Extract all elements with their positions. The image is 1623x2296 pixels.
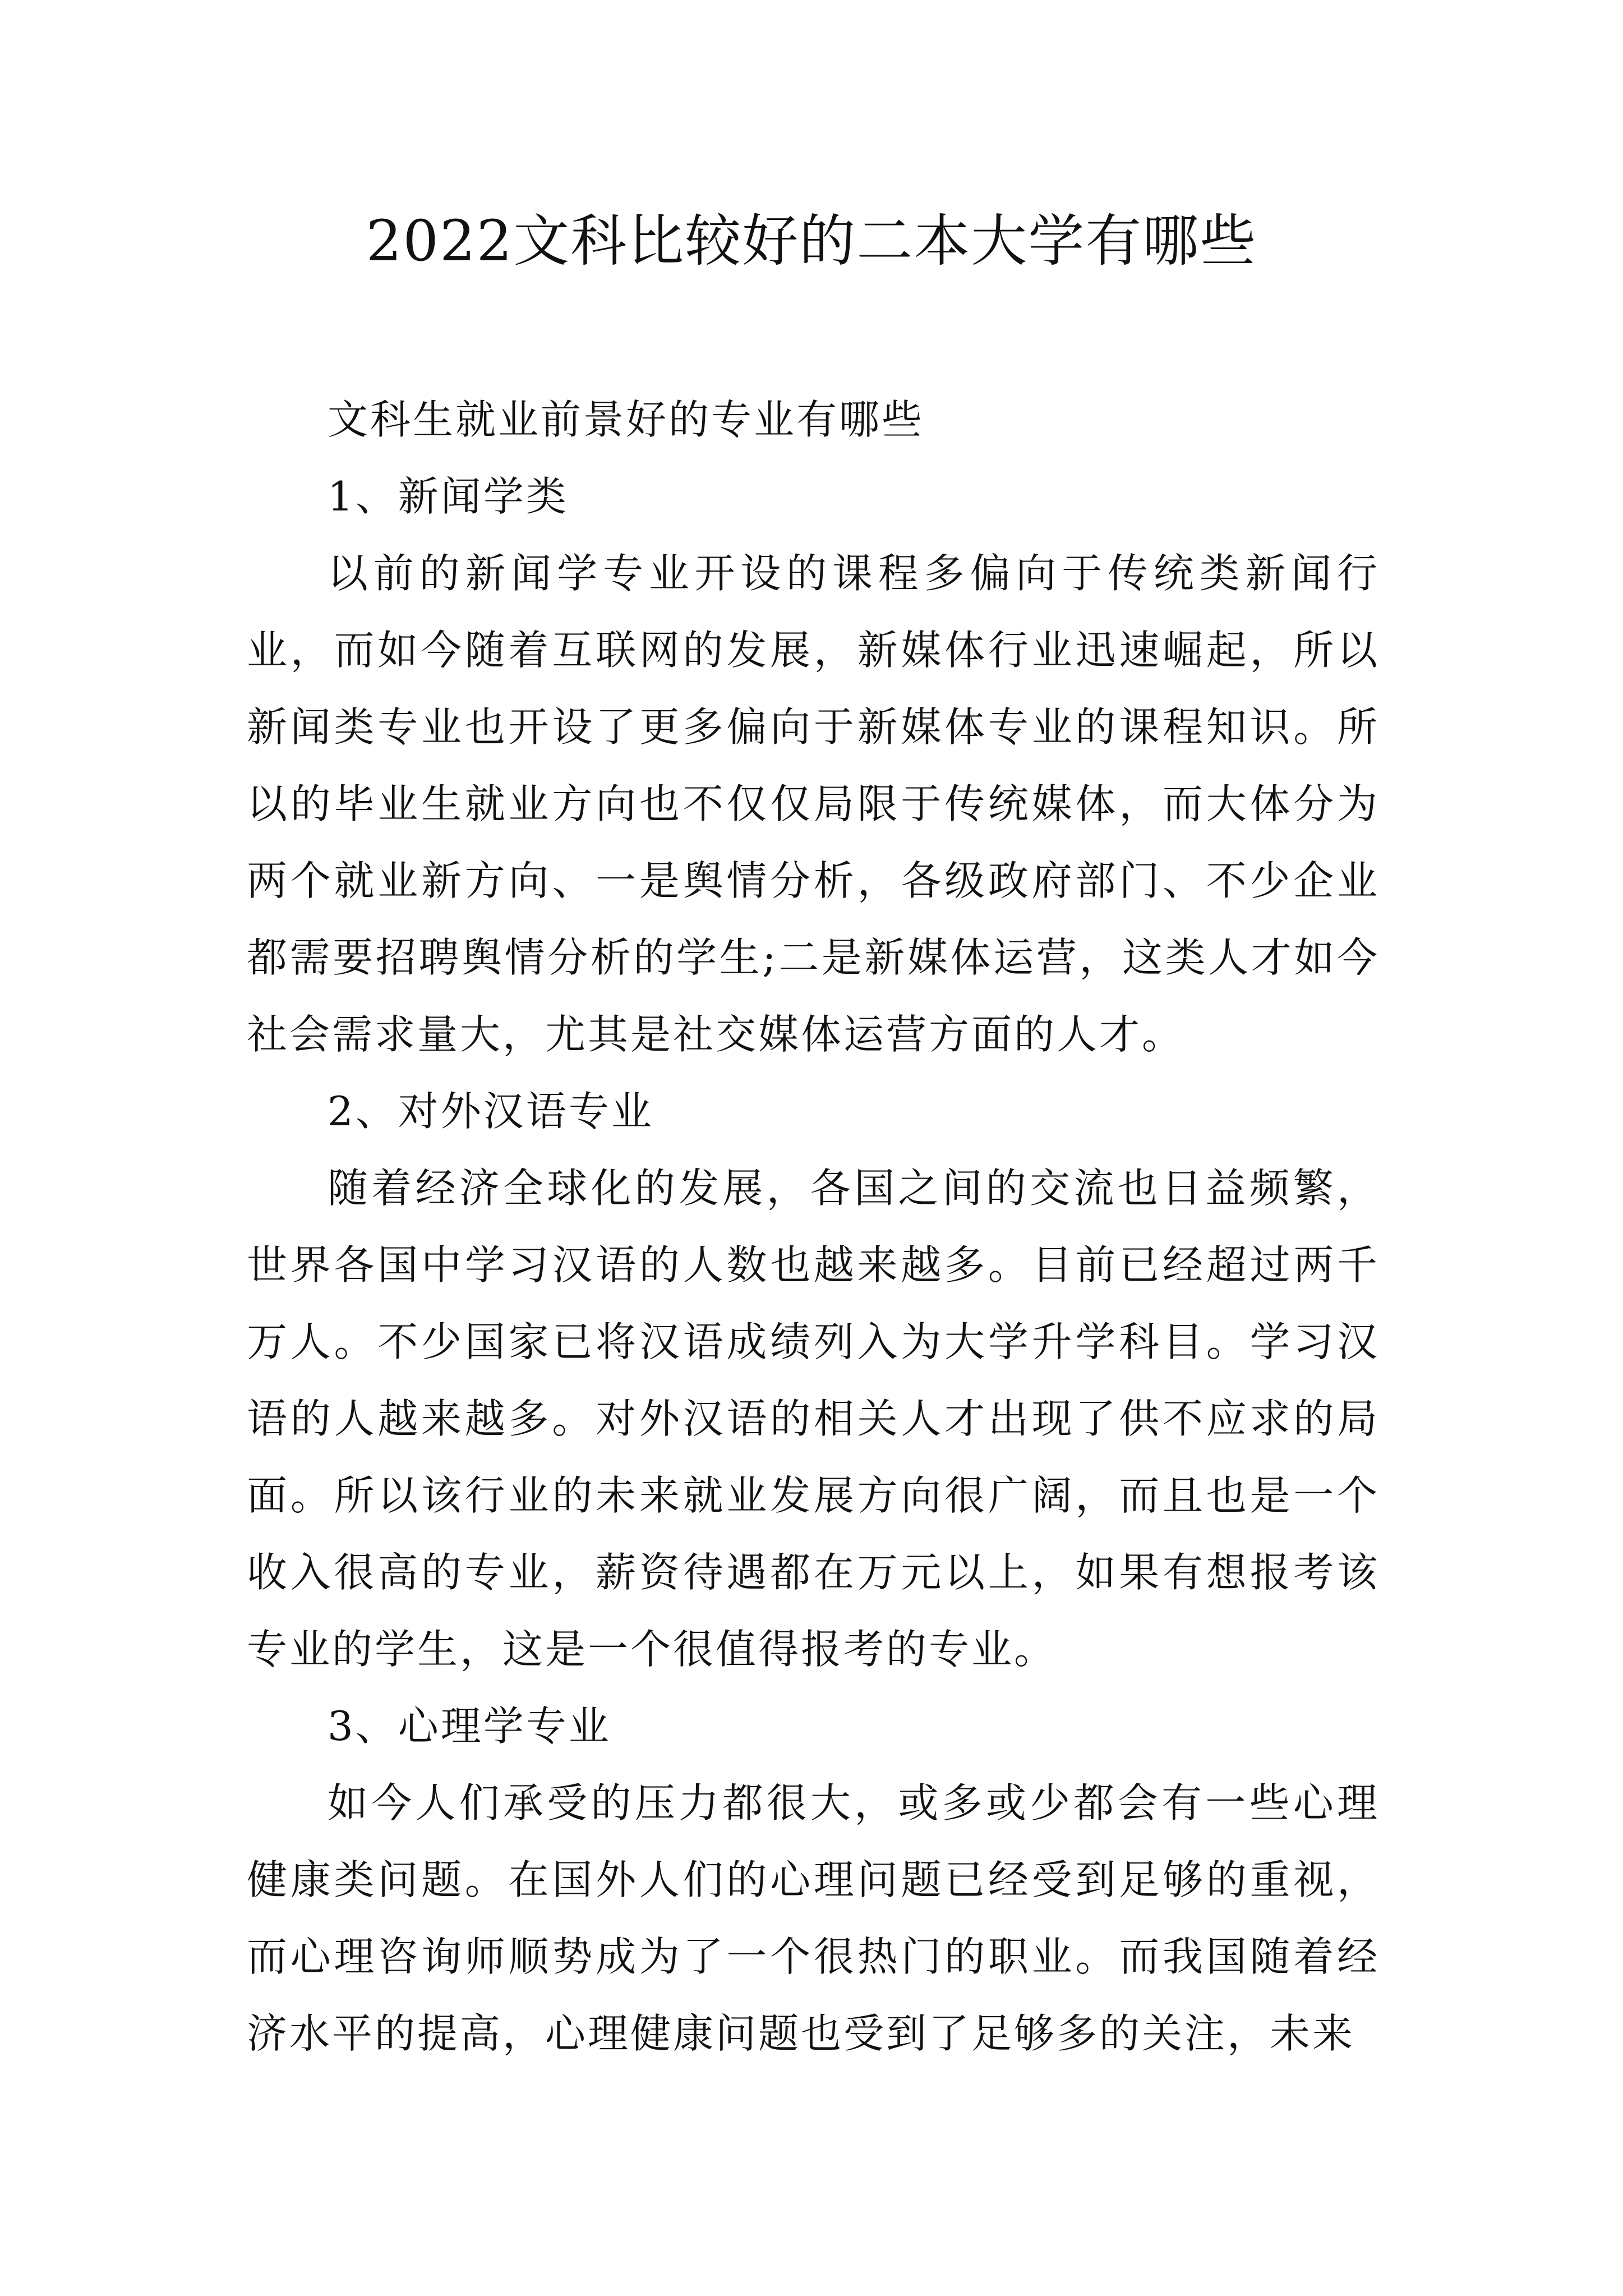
paragraph-psychology: 如今人们承受的压力都很大，或多或少都会有一些心理健康类问题。在国外人们的心理问题已经受到足够的重视，而心理咨询师顺势成为了一个很热门的职业。而我国随着经济水平的提高，心理健康问题也受到了足够多的关注，未来 [247, 1779, 1380, 2057]
section-heading-journalism: 1、新闻学类 [328, 473, 569, 520]
document-body [247, 381, 1380, 2072]
page-title: 2022文科比较好的二本大学有哪些 [366, 208, 1257, 274]
section-heading-psychology: 3、心理学专业 [328, 1703, 611, 1750]
paragraph-subtitle: 文科生就业前景好的专业有哪些 [328, 396, 925, 443]
paragraph-chinese-foreign: 随着经济全球化的发展，各国之间的交流也日益频繁，世界各国中学习汉语的人数也越来越多。目前已经超过两千万人。不少国家已将汉语成绩列入为大学升学科目。学习汉语的人越来越多。对外汉语的相关人才出现了供不应求的局面。所以该行业的未来就业发展方向很广阔，而且也是一个收入很高的专业，薪资待遇都在万元以上，如果有想报考该专业的学生，这是一个很值得报考的专业。 [247, 1165, 1380, 1673]
paragraph-journalism: 以前的新闻学专业开设的课程多偏向于传统类新闻行业，而如今随着互联网的发展，新媒体行业迅速崛起，所以新闻类专业也开设了更多偏向于新媒体专业的课程知识。所以的毕业生就业方向也不仅仅局限于传统媒体，而大体分为两个就业新方向、一是舆情分析，各级政府部门、不少企业都需要招聘舆情分析的学生;二是新媒体运营，这类人才如今社会需求量大，尤其是社交媒体运营方面的人才。 [247, 550, 1380, 1058]
section-heading-chinese-foreign: 2、对外汉语专业 [328, 1088, 654, 1135]
